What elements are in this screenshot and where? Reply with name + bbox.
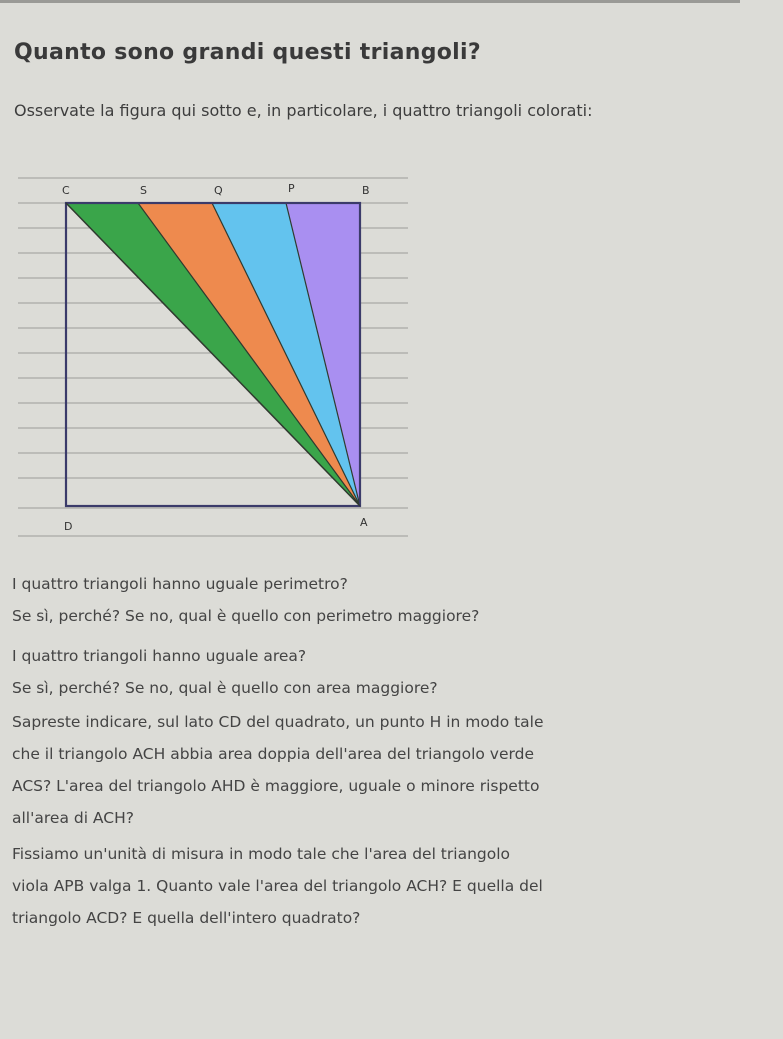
label-d: D: [64, 520, 73, 533]
question-line: ACS? L'area del triangolo AHD è maggiore, uguale o minore rispetto: [12, 777, 540, 795]
question-point-h: [12, 706, 752, 834]
label-s: S: [140, 184, 147, 197]
question-unit-area: [12, 838, 752, 934]
question-perimeter: [12, 568, 752, 632]
label-p: P: [288, 182, 295, 195]
top-rule: [0, 0, 740, 3]
question-area: [12, 640, 752, 704]
question-line: Sapreste indicare, sul lato CD del quadrato, un punto H in modo tale: [12, 713, 544, 731]
label-c: C: [62, 184, 70, 197]
question-line: Se sì, perché? Se no, qual è quello con area maggiore?: [12, 679, 438, 697]
question-line: all'area di ACH?: [12, 809, 134, 827]
page-title: Quanto sono grandi questi triangoli?: [14, 40, 481, 65]
intro-text: Osservate la figura qui sotto e, in particolare, i quattro triangoli colorati:: [14, 101, 593, 120]
label-q: Q: [214, 184, 223, 197]
question-line: Fissiamo un'unità di misura in modo tale che l'area del triangolo: [12, 845, 510, 863]
question-line: I quattro triangoli hanno uguale perimetro?: [12, 575, 348, 593]
square-figure: [18, 170, 418, 550]
label-b: B: [362, 184, 370, 197]
label-a: A: [360, 516, 368, 529]
question-line: Se sì, perché? Se no, qual è quello con perimetro maggiore?: [12, 607, 480, 625]
question-line: viola APB valga 1. Quanto vale l'area del triangolo ACH? E quella del: [12, 877, 543, 895]
question-line: che il triangolo ACH abbia area doppia dell'area del triangolo verde: [12, 745, 534, 763]
question-line: triangolo ACD? E quella dell'intero quadrato?: [12, 909, 361, 927]
question-line: I quattro triangoli hanno uguale area?: [12, 647, 307, 665]
